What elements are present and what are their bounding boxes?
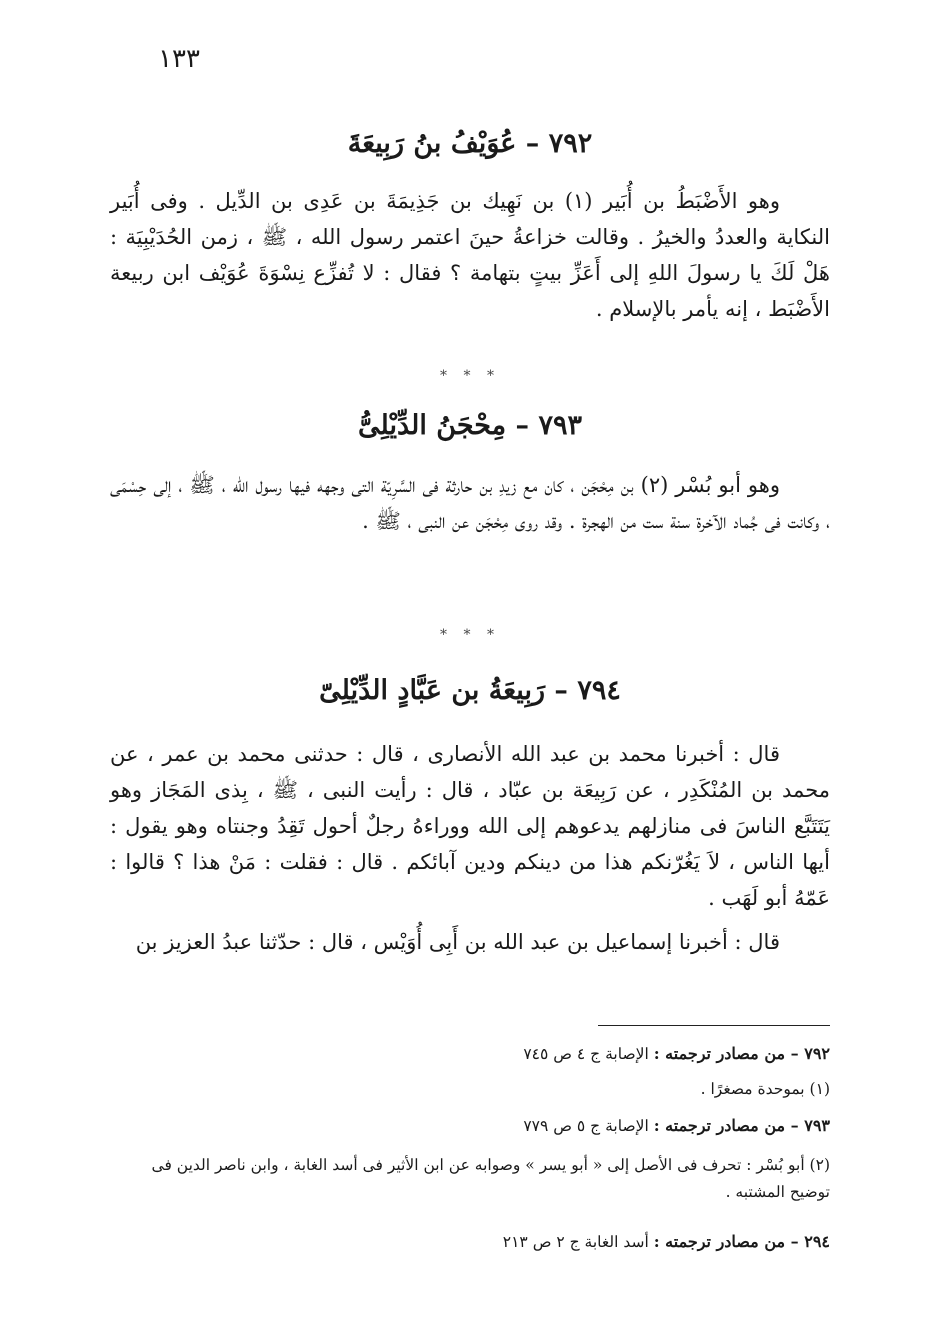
footnote-sources-793: [110, 1112, 830, 1140]
footnote-text: أسد الغابة ج ٢ ص ٢١٣: [502, 1233, 649, 1251]
entry-paragraph: وهو أبو بُسْر (٢) بن مِحْجَن ، كان مع زيدِ بن حارثة فى السَّرِيّة التى وجهه فيها رسول الله ، ﷺ ، إلى حِسْمَى ، وكانت فى جُماد الآخرة سنة ست من الهجرة . وقد روى مِحْجَن عن النبى ، ﷺ .: [110, 473, 830, 533]
entry-heading: ٧٩٣ – مِحْجَنُ الدِّيْلِىُّ: [358, 410, 582, 441]
footnote-rule: [598, 1025, 830, 1026]
book-page: [110, 0, 830, 1344]
footnote-2: [110, 1152, 830, 1206]
entry-paragraph: قال : أخبرنا محمد بن عبد الله الأنصارى ، قال : حدثنى محمد بن عمر ، عن محمد بن المُنْكَدِر ، عن رَبِيعَة بن عبّاد ، قال : رأيت النبى ، ﷺ ، بِذى المَجَاز وهو يَتَتَبَّع الناسَ فى منازلهم يدعوهم إلى الله ووراءهُ رجلٌ أحول تَقِدُ وجنتاه وهو يقول : أيها الناس ، لاَ يَغُرّنكم هذا من دينكم ودين آبائكم . قال : فقلت : مَنْ هذا ؟ قالوا : عَمّهُ أبو لَهَب .: [110, 742, 830, 910]
page-number: ١٣٣: [158, 44, 200, 74]
footnote-text: (٢) أبو بُسْر : تحرف فى الأصل إلى « أبو يسر » وصوابه عن ابن الأثير فى أسد الغابة ، وابن ناصر الدين فى توضيح المشتبه .: [151, 1156, 830, 1201]
footnote-label: ٢٩٤ – من مصادر ترجمته :: [653, 1232, 830, 1251]
footnote-sources-792: [110, 1040, 830, 1068]
separator-stars: * * *: [440, 368, 500, 384]
separator: [110, 627, 830, 643]
footnote-sources-794: [110, 1228, 830, 1256]
entry-794: [110, 675, 830, 960]
footnote-label: ٧٩٢ – من مصادر ترجمته :: [653, 1044, 830, 1063]
entry-792: [110, 128, 830, 327]
separator-stars: * * *: [440, 627, 500, 643]
separator: [110, 368, 830, 384]
footnote-text: (١) بموحدة مصغرًا .: [700, 1080, 830, 1098]
footnote-label: ٧٩٣ – من مصادر ترجمته :: [653, 1116, 830, 1135]
entry-heading: ٧٩٤ – رَبِيعَةُ بن عَبَّادٍ الدِّيْلِىّ: [319, 675, 621, 706]
footnote-text: الإصابة ج ٥ ص ٧٧٩: [523, 1117, 649, 1135]
footnote-text: الإصابة ج ٤ ص ٧٤٥: [523, 1045, 649, 1063]
entry-paragraph: وهو الأَضْبَطُ بن أُبَير (١) بن نَهِيك بن جَذِيمَةَ بن عَدِى بن الدِّيل . وفى أُبَير النكاية والعددُ والخيرُ . وقالت خزاعةُ حينَ اعتمر رسول الله ، ﷺ ، زمن الحُدَيْبِيَة : هَلْ لَكَ يا رسولَ اللهِ إلى أَعَزِّ بيتٍ بتهامة ؟ فقال : لا تُفزِّع نِسْوَةَ عُوَيْف ابن ربيعة الأَضْبَط ، إنه يأمر بالإسلام .: [110, 189, 830, 321]
entry-793: [110, 410, 830, 539]
footnote-1: [110, 1076, 830, 1103]
entry-heading: ٧٩٢ – عُوَيْفُ بنُ رَبِيعَةَ: [347, 128, 593, 159]
entry-paragraph: قال : أخبرنا إسماعيل بن عبد الله بن أَبِى أُوَيْس ، قال : حدّثنا عبدُ العزيز بن: [135, 930, 780, 954]
